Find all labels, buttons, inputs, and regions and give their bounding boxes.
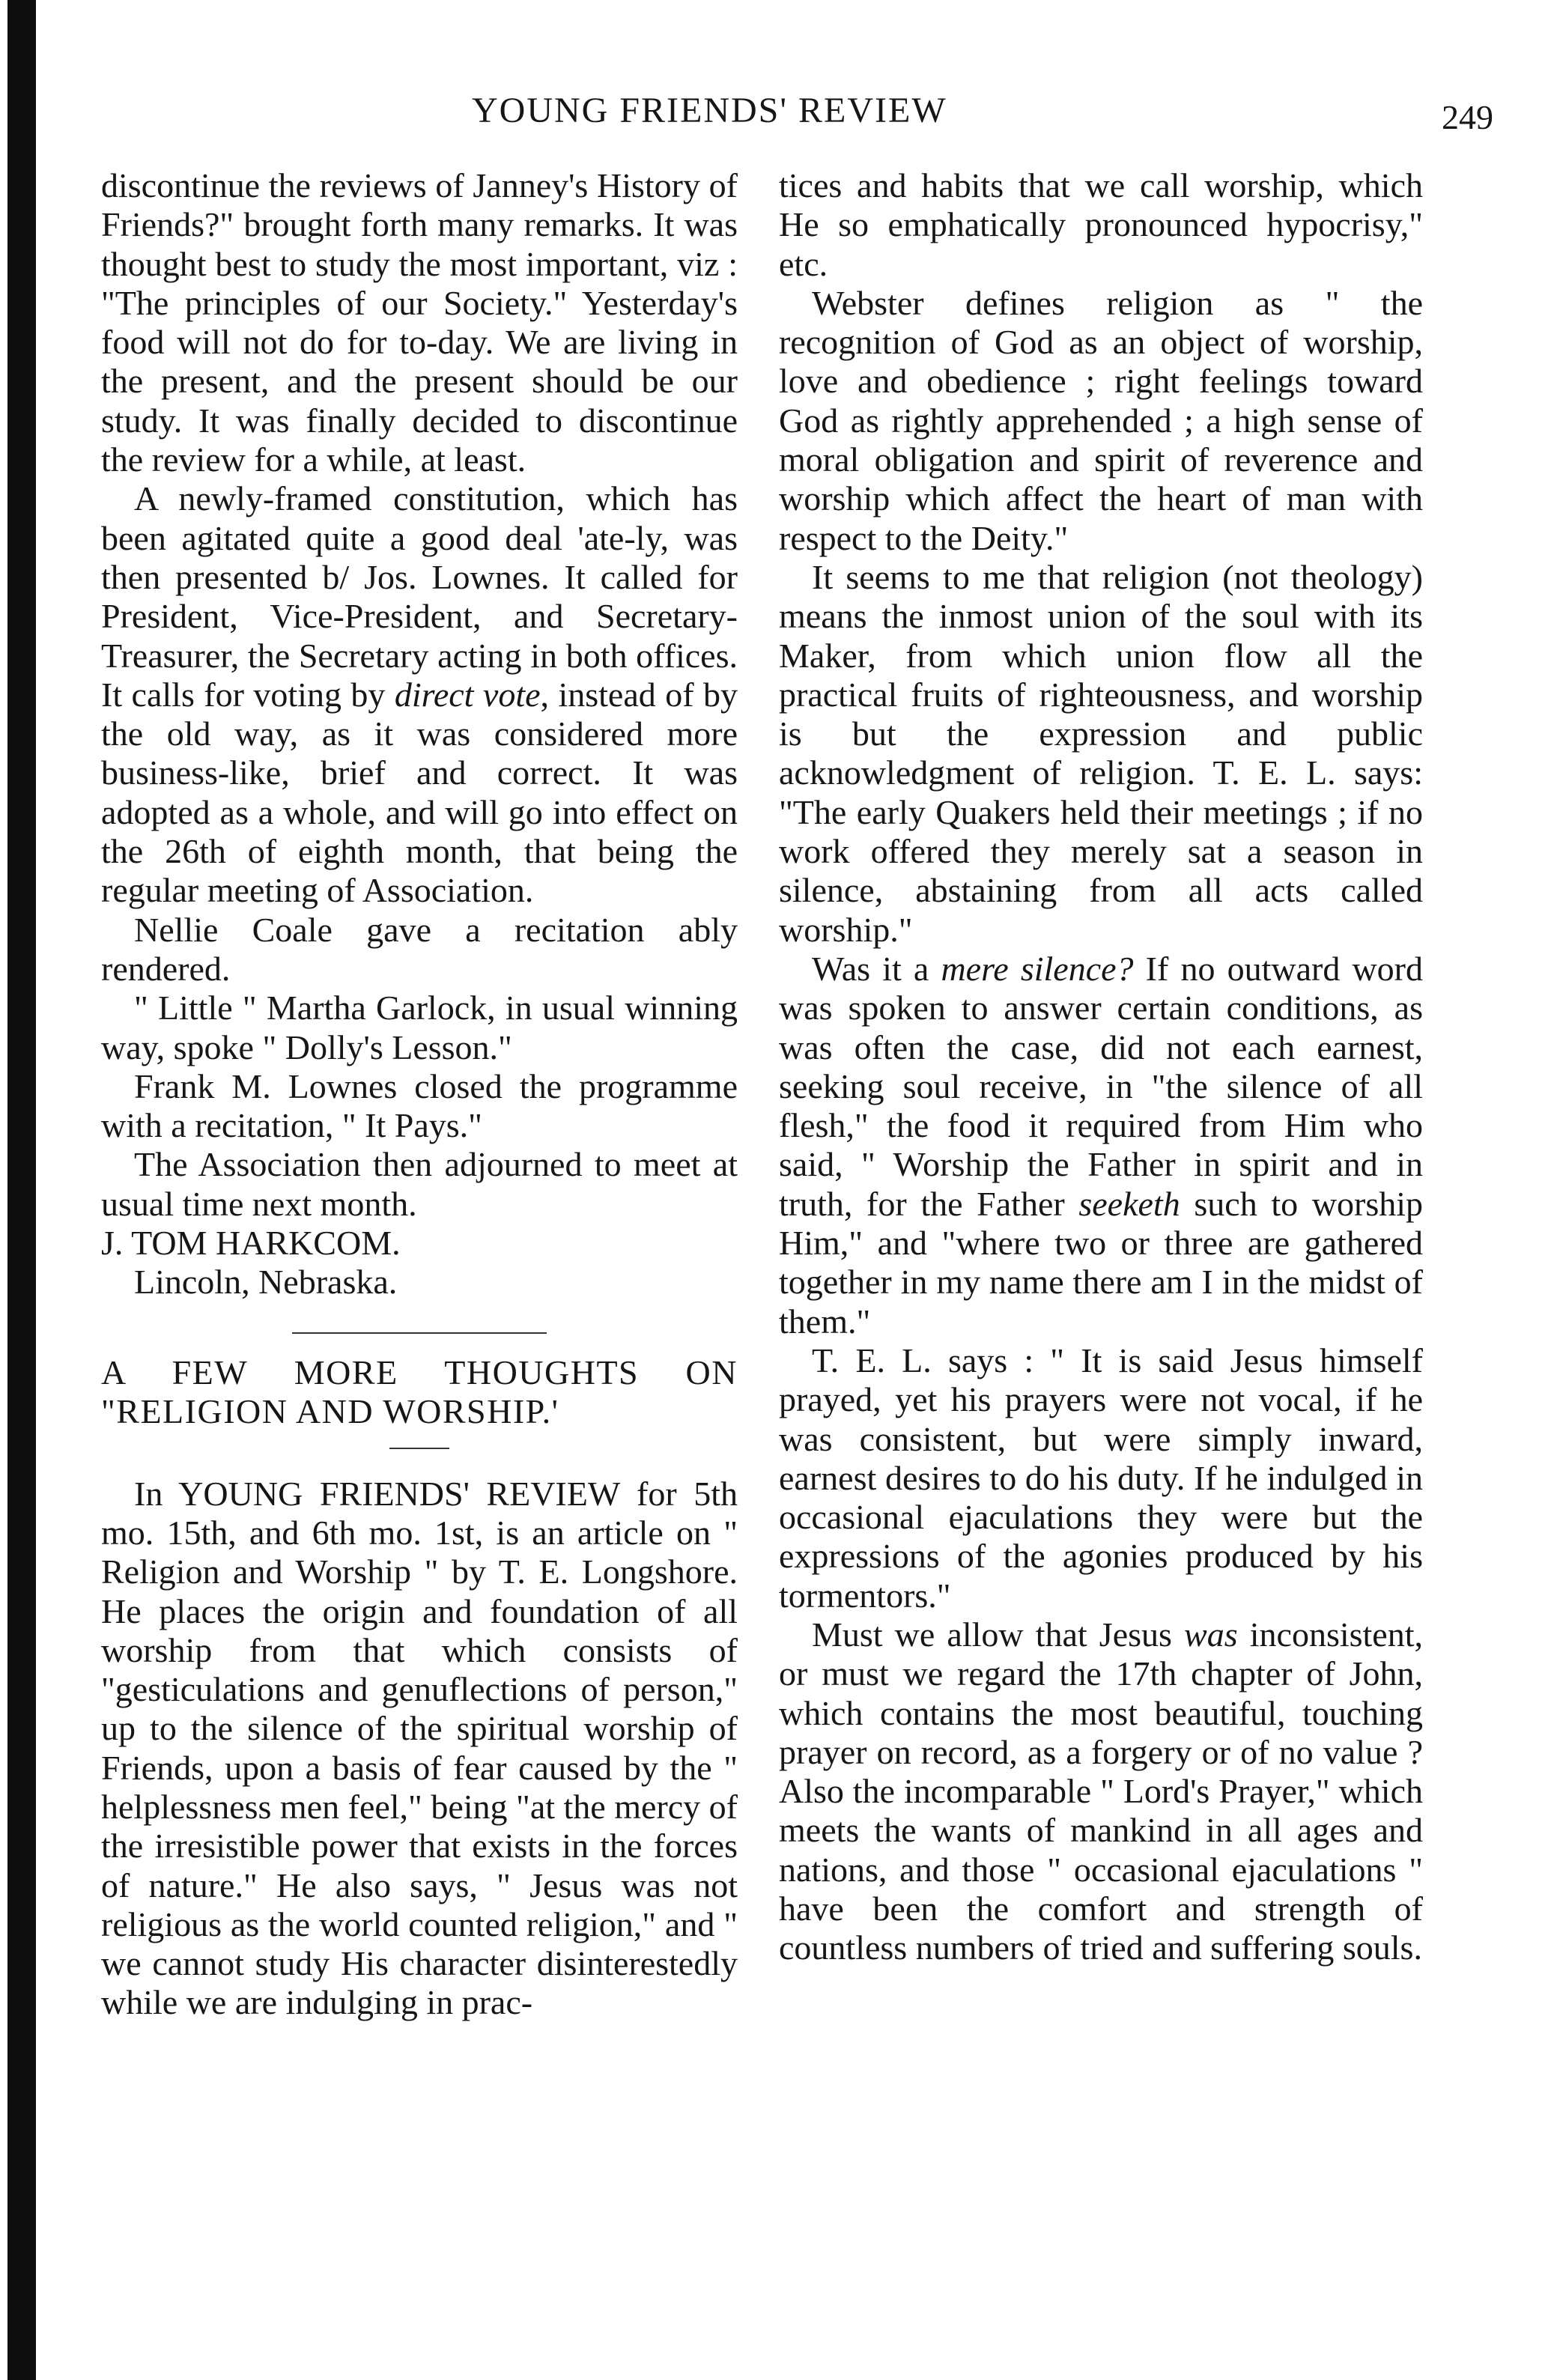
paragraph: The Association then adjourned to meet at usual time next month. <box>101 1145 738 1223</box>
signature: J. TOM HARKCOM. <box>101 1224 401 1263</box>
italic-text: seeketh <box>1078 1184 1180 1223</box>
italic-text: direct vote <box>394 675 541 714</box>
paragraph <box>779 950 1423 1341</box>
paragraph <box>779 1615 1423 1968</box>
place-line: Lincoln, Nebraska. <box>134 1263 398 1302</box>
text-run: , instead of by the old way, as it was considered more business-like, brief and correct. It was adopted as a whole, and will go into effect on the 26th of eighth month, that being the regular meeting of Association. <box>101 675 738 910</box>
paragraph: Nellie Coale gave a recitation ably rendered. <box>101 910 738 988</box>
text-run: such to worship Him," and "where two or three are gathered together in my name there am I in the midst of them." <box>779 1184 1423 1341</box>
article-heading: A FEW MORE THOUGHTS ON "RELIGION AND WORSHIP.' <box>101 1353 738 1430</box>
paragraph: Webster defines religion as " the recognition of God as an object of worship, love and obedience ; right feelings toward God as rightly apprehended ; a high sense of moral obligation and spirit of reverence and worship which affect the heart of man with respect to the Deity." <box>779 283 1423 557</box>
italic-text: was <box>1184 1615 1238 1654</box>
paragraph <box>101 479 738 910</box>
text-run: Was it a <box>812 949 941 988</box>
italic-text: mere silence? <box>941 949 1134 988</box>
page-number: 249 <box>1442 98 1493 136</box>
running-head: YOUNG FRIENDS' REVIEW <box>472 91 947 130</box>
paragraph: T. E. L. says : " It is said Jesus himself prayed, yet his prayers were not vocal, if he was consistent, but were simply inward, earnest desires to do his duty. If he indulged in occasional ejaculations they were but the expressions of the agonies produced by his tormentors." <box>779 1341 1423 1615</box>
page-edge-shadow <box>7 0 36 2380</box>
left-column <box>101 166 738 2023</box>
paragraph: In YOUNG FRIENDS' REVIEW for 5th mo. 15th, and 6th mo. 1st, is an article on " Religion and Worship " by T. E. Longshore. He places the origin and foundation of all worship from that which consists of "gesticulations and genuflections of person," up to the silence of the spiritual worship of Friends, upon a basis of fear caused by the " helplessness men feel," being "at the mercy of the irresistible power that exists in the forces of nature." He also says, " Jesus was not religious as the world counted religion," and " we cannot study His character disinterestedly while we are indulging in prac- <box>101 1474 738 2022</box>
paragraph: " Little " Martha Garlock, in usual winning way, spoke " Dolly's Lesson." <box>101 989 738 1066</box>
section-divider <box>292 1332 547 1334</box>
text-run: If no outward word was spoken to answer certain conditions, as was often the case, did not each earnest, seeking soul receive, in "the silence of all flesh," the food it required from Him who said, " Worship the Father in spirit and in truth, for the Father <box>779 949 1423 1223</box>
paragraph: Frank M. Lownes closed the programme with a recitation, " It Pays." <box>101 1066 738 1145</box>
right-column <box>779 166 1423 1968</box>
text-run: A newly-framed constitution, which has been agitated quite a good deal 'ate-ly, was then presented b/ Jos. Lownes. It called for President, Vice-President, and Secretary-Treasurer, the Secretary acting in both offices. It calls for voting by <box>101 479 738 714</box>
paragraph: discontinue the reviews of Janney's History of Friends?" brought forth many remarks. It was thought best to study the most important, viz : "The principles of our Society." Yesterday's food will not do for to-day. We are living in the present, and the present should be our study. It was finally decided to discontinue the review for a while, at least. <box>101 166 738 479</box>
text-run: inconsistent, or must we regard the 17th chapter of John, which contains the most beautiful, touching prayer on record, as a forgery or of no value ? Also the incomparable " Lord's Prayer," which meets the wants of mankind in all ages and nations, and those " occasional ejaculations " have been the comfort and strength of countless numbers of tried and suffering souls. <box>779 1615 1424 1967</box>
text-run: Must we allow that Jesus <box>812 1615 1185 1654</box>
paragraph: It seems to me that religion (not theology) means the inmost union of the soul with its Maker, from which union flow all the practical fruits of righteousness, and worship is but the expression and public acknowledgment of religion. T. E. L. says: "The early Quakers held their meetings ; if no work offered they merely sat a season in silence, abstaining from all acts called worship." <box>779 557 1423 949</box>
paragraph: tices and habits that we call worship, which He so emphatically pronounced hypocrisy," etc. <box>779 166 1423 283</box>
heading-rule <box>389 1448 449 1449</box>
